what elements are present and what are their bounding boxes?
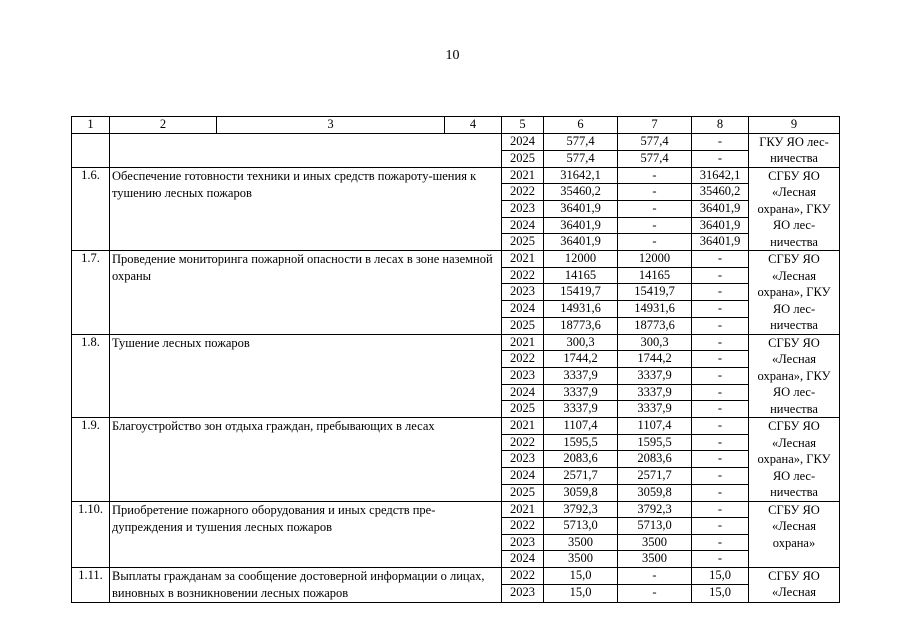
total-cell: 14165 [544, 267, 618, 284]
total-cell: 31642,1 [544, 167, 618, 184]
table-body [72, 117, 840, 603]
other-funds-cell: - [692, 434, 749, 451]
other-funds-cell: - [692, 150, 749, 167]
measure-number: 1.7. [72, 251, 110, 335]
measure-description: Выплаты гражданам за сообщение достоверной информации о лицах, виновных в возникновении лесных пожаров [110, 567, 502, 602]
regional-budget-cell: 1744,2 [618, 351, 692, 368]
budget-table [71, 116, 840, 603]
year-cell: 2021 [502, 251, 544, 268]
measure-number: 1.9. [72, 418, 110, 502]
other-funds-cell: - [692, 133, 749, 150]
year-cell: 2022 [502, 567, 544, 585]
year-cell: 2021 [502, 418, 544, 435]
table-row [72, 133, 840, 150]
total-cell: 1595,5 [544, 434, 618, 451]
total-cell: 35460,2 [544, 184, 618, 201]
total-cell: 36401,9 [544, 217, 618, 234]
regional-budget-cell: 3500 [618, 534, 692, 551]
measure-description: Приобретение пожарного оборудования и иных средств пре-дупреждения и тушения лесных пожаров [110, 501, 502, 567]
year-cell: 2023 [502, 284, 544, 301]
other-funds-cell: 31642,1 [692, 167, 749, 184]
total-cell: 3337,9 [544, 367, 618, 384]
regional-budget-cell: 1107,4 [618, 418, 692, 435]
other-funds-cell: - [692, 384, 749, 401]
total-cell: 577,4 [544, 133, 618, 150]
year-cell: 2025 [502, 150, 544, 167]
measure-description: Обеспечение готовности техники и иных средств пожароту-шения к тушению лесных пожаров [110, 167, 502, 251]
year-cell: 2025 [502, 234, 544, 251]
total-cell: 1744,2 [544, 351, 618, 368]
executor-cell: СГБУ ЯО «Лесная [749, 567, 840, 602]
regional-budget-cell: 2571,7 [618, 468, 692, 485]
year-cell: 2024 [502, 468, 544, 485]
other-funds-cell: - [692, 501, 749, 518]
total-cell: 36401,9 [544, 234, 618, 251]
total-cell: 18773,6 [544, 317, 618, 334]
total-cell: 12000 [544, 251, 618, 268]
other-funds-cell: - [692, 551, 749, 568]
other-funds-cell: - [692, 468, 749, 485]
year-cell: 2023 [502, 367, 544, 384]
regional-budget-cell: 14931,6 [618, 301, 692, 318]
regional-budget-cell: 15419,7 [618, 284, 692, 301]
executor-cell: СГБУ ЯО «Лесная охрана», ГКУ ЯО лес-ничества [749, 167, 840, 251]
year-cell: 2023 [502, 534, 544, 551]
year-cell: 2021 [502, 501, 544, 518]
total-cell: 3500 [544, 551, 618, 568]
regional-budget-cell: - [618, 585, 692, 603]
total-cell: 3337,9 [544, 401, 618, 418]
total-cell: 15419,7 [544, 284, 618, 301]
year-cell: 2024 [502, 133, 544, 150]
other-funds-cell: 36401,9 [692, 234, 749, 251]
regional-budget-cell: 577,4 [618, 150, 692, 167]
table-row [72, 501, 840, 518]
continuation-description-cell [110, 133, 502, 167]
total-cell: 14931,6 [544, 301, 618, 318]
total-cell: 15,0 [544, 585, 618, 603]
total-cell: 3059,8 [544, 484, 618, 501]
table-row [72, 418, 840, 435]
regional-budget-cell: 3337,9 [618, 384, 692, 401]
other-funds-cell: - [692, 317, 749, 334]
year-cell: 2024 [502, 384, 544, 401]
executor-cell: ГКУ ЯО лес-ничества [749, 133, 840, 167]
executor-cell: СГБУ ЯО «Лесная охрана», ГКУ ЯО лес-ничества [749, 418, 840, 502]
other-funds-cell: 15,0 [692, 585, 749, 603]
regional-budget-cell: 2083,6 [618, 451, 692, 468]
regional-budget-cell: - [618, 234, 692, 251]
header-row [72, 117, 840, 134]
total-cell: 3792,3 [544, 501, 618, 518]
other-funds-cell: 35460,2 [692, 184, 749, 201]
regional-budget-cell: 12000 [618, 251, 692, 268]
other-funds-cell: - [692, 451, 749, 468]
other-funds-cell: 36401,9 [692, 217, 749, 234]
other-funds-cell: - [692, 301, 749, 318]
year-cell: 2024 [502, 301, 544, 318]
column-number-8: 8 [692, 117, 749, 134]
year-cell: 2022 [502, 184, 544, 201]
year-cell: 2022 [502, 518, 544, 535]
regional-budget-cell: 3059,8 [618, 484, 692, 501]
regional-budget-cell: - [618, 167, 692, 184]
other-funds-cell: - [692, 418, 749, 435]
page-number: 10 [445, 48, 460, 63]
measure-number: 1.6. [72, 167, 110, 251]
year-cell: 2022 [502, 351, 544, 368]
year-cell: 2025 [502, 401, 544, 418]
regional-budget-cell: 1595,5 [618, 434, 692, 451]
continuation-number-cell [72, 133, 110, 167]
total-cell: 577,4 [544, 150, 618, 167]
column-number-5: 5 [502, 117, 544, 134]
year-cell: 2025 [502, 317, 544, 334]
column-number-7: 7 [618, 117, 692, 134]
year-cell: 2023 [502, 585, 544, 603]
column-number-3: 3 [217, 117, 445, 134]
executor-cell: СГБУ ЯО «Лесная охрана», ГКУ ЯО лес-ничества [749, 251, 840, 335]
total-cell: 3337,9 [544, 384, 618, 401]
other-funds-cell: - [692, 484, 749, 501]
other-funds-cell: - [692, 351, 749, 368]
year-cell: 2023 [502, 451, 544, 468]
regional-budget-cell: - [618, 567, 692, 585]
table-row [72, 334, 840, 351]
other-funds-cell: - [692, 251, 749, 268]
table-row [72, 567, 840, 585]
regional-budget-cell: 18773,6 [618, 317, 692, 334]
regional-budget-cell: 3337,9 [618, 401, 692, 418]
column-number-1: 1 [72, 117, 110, 134]
regional-budget-cell: 5713,0 [618, 518, 692, 535]
regional-budget-cell: 14165 [618, 267, 692, 284]
total-cell: 300,3 [544, 334, 618, 351]
total-cell: 15,0 [544, 567, 618, 585]
regional-budget-cell: 3792,3 [618, 501, 692, 518]
year-cell: 2024 [502, 217, 544, 234]
measure-description: Проведение мониторинга пожарной опасности в лесах в зоне наземной охраны [110, 251, 502, 335]
measure-number: 1.10. [72, 501, 110, 567]
year-cell: 2023 [502, 200, 544, 217]
table-row [72, 167, 840, 184]
measure-number: 1.8. [72, 334, 110, 418]
total-cell: 36401,9 [544, 200, 618, 217]
regional-budget-cell: 3500 [618, 551, 692, 568]
regional-budget-cell: - [618, 200, 692, 217]
year-cell: 2022 [502, 434, 544, 451]
table-row [72, 251, 840, 268]
measure-description: Тушение лесных пожаров [110, 334, 502, 418]
regional-budget-cell: - [618, 217, 692, 234]
year-cell: 2021 [502, 167, 544, 184]
regional-budget-cell: 577,4 [618, 133, 692, 150]
regional-budget-cell: - [618, 184, 692, 201]
total-cell: 2083,6 [544, 451, 618, 468]
other-funds-cell: 15,0 [692, 567, 749, 585]
other-funds-cell: - [692, 518, 749, 535]
other-funds-cell: - [692, 401, 749, 418]
executor-cell: СГБУ ЯО «Лесная охрана», ГКУ ЯО лес-ничества [749, 334, 840, 418]
column-number-6: 6 [544, 117, 618, 134]
executor-cell: СГБУ ЯО «Лесная охрана» [749, 501, 840, 567]
year-cell: 2022 [502, 267, 544, 284]
total-cell: 5713,0 [544, 518, 618, 535]
measure-description: Благоустройство зон отдыха граждан, пребывающих в лесах [110, 418, 502, 502]
total-cell: 2571,7 [544, 468, 618, 485]
year-cell: 2025 [502, 484, 544, 501]
other-funds-cell: - [692, 267, 749, 284]
other-funds-cell: - [692, 534, 749, 551]
other-funds-cell: - [692, 334, 749, 351]
year-cell: 2024 [502, 551, 544, 568]
total-cell: 3500 [544, 534, 618, 551]
measure-number: 1.11. [72, 567, 110, 602]
regional-budget-cell: 3337,9 [618, 367, 692, 384]
regional-budget-cell: 300,3 [618, 334, 692, 351]
column-number-2: 2 [110, 117, 217, 134]
total-cell: 1107,4 [544, 418, 618, 435]
year-cell: 2021 [502, 334, 544, 351]
other-funds-cell: 36401,9 [692, 200, 749, 217]
other-funds-cell: - [692, 367, 749, 384]
other-funds-cell: - [692, 284, 749, 301]
column-number-4: 4 [445, 117, 502, 134]
column-number-9: 9 [749, 117, 840, 134]
